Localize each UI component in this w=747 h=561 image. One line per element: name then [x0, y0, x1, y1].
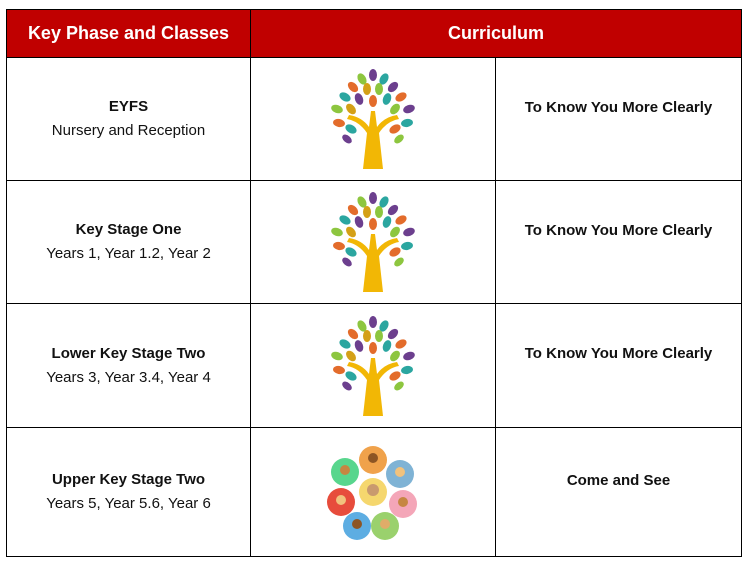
curriculum-name: To Know You More Clearly — [524, 345, 713, 362]
image-cell — [251, 58, 496, 181]
curriculum-cell — [496, 181, 742, 304]
phase-cell — [7, 58, 251, 181]
tree-image — [317, 67, 429, 171]
curriculum-name: To Know You More Clearly — [524, 98, 713, 116]
tree-image — [317, 190, 429, 294]
curriculum-name: Come and See — [566, 471, 671, 489]
phase-classes: Years 1, Year 1.2, Year 2 — [46, 245, 211, 262]
phase-title: Key Stage One — [75, 221, 182, 238]
phase-title: Upper Key Stage Two — [51, 471, 206, 488]
phase-cell — [7, 304, 251, 428]
header-curriculum: Curriculum — [251, 10, 742, 58]
table-row — [7, 181, 742, 304]
phase-classes: Nursery and Reception — [51, 122, 206, 139]
table-row — [7, 304, 742, 428]
phase-classes: Years 5, Year 5.6, Year 6 — [46, 495, 211, 512]
curriculum-cell — [496, 428, 742, 557]
curriculum-table — [6, 9, 742, 557]
header-key-phase: Key Phase and Classes — [7, 10, 251, 58]
phase-cell — [7, 428, 251, 557]
phase-classes: Years 3, Year 3.4, Year 4 — [46, 368, 211, 386]
table-row — [7, 58, 742, 181]
image-cell — [251, 428, 496, 557]
faces-flower-image — [317, 440, 429, 544]
table-row — [7, 428, 742, 557]
phase-title: Lower Key Stage Two — [51, 344, 206, 362]
tree-image — [317, 314, 429, 418]
image-cell — [251, 181, 496, 304]
curriculum-cell — [496, 58, 742, 181]
curriculum-name: To Know You More Clearly — [524, 221, 713, 239]
curriculum-cell — [496, 304, 742, 428]
phase-title: EYFS — [108, 98, 149, 115]
header-row — [7, 10, 742, 58]
image-cell — [251, 304, 496, 428]
phase-cell — [7, 181, 251, 304]
